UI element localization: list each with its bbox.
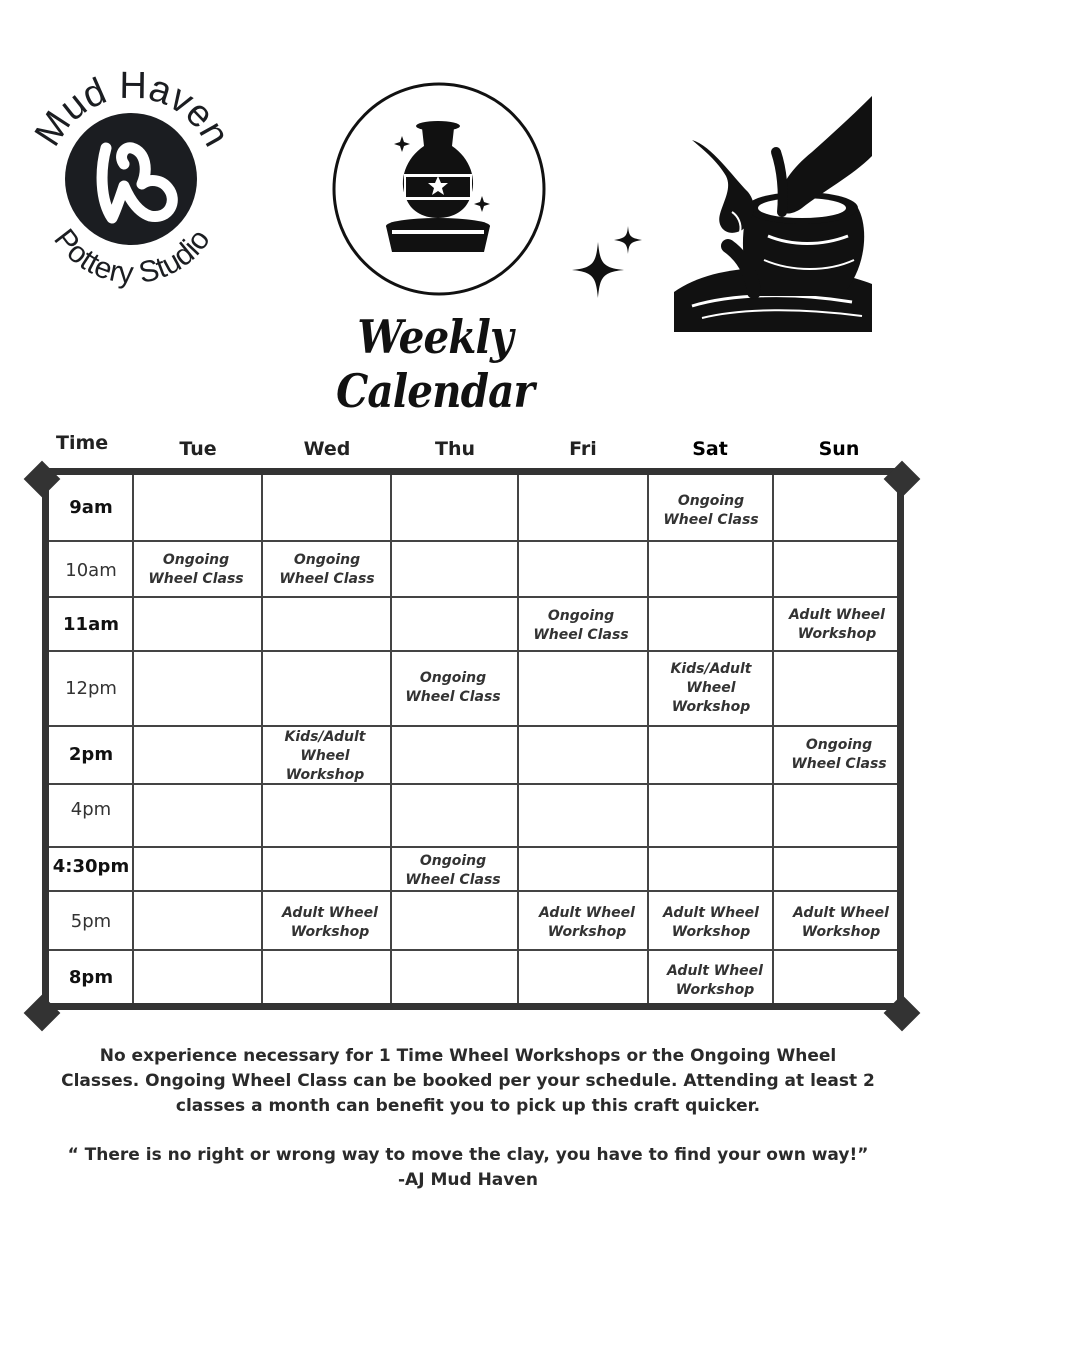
schedule-cell-fri-5pm: Adult Wheel Workshop: [539, 905, 635, 940]
schedule-cell-sat-9am: Ongoing Wheel Class: [663, 493, 759, 528]
row-divider: [49, 540, 897, 542]
schedule-cell-thu-430pm: Ongoing Wheel Class: [405, 853, 501, 888]
column-divider: [261, 475, 263, 1003]
studio-quote: [60, 1143, 876, 1193]
time-label: 11am: [63, 614, 119, 635]
schedule-cell-wed-5pm: Adult Wheel Workshop: [282, 905, 378, 940]
day-header-thu: Thu: [434, 438, 475, 460]
row-divider: [49, 650, 897, 652]
sparkle-icon: [568, 222, 650, 302]
column-divider: [132, 475, 134, 1003]
day-header-fri: Fri: [569, 438, 597, 460]
row-divider: [49, 846, 897, 848]
quote-text: “ There is no right or wrong way to move the clay, you have to find your own way!”: [67, 1145, 869, 1165]
time-label: 10am: [65, 560, 117, 581]
page-title: Weekly Calendar: [336, 310, 534, 418]
logo-graphic: [20, 60, 240, 290]
schedule-cell-sat-12pm: Kids/Adult Wheel Workshop: [670, 661, 752, 715]
time-column-header: Time: [56, 432, 109, 454]
schedule-cell-sat-5pm: Adult Wheel Workshop: [663, 905, 759, 940]
row-divider: [49, 596, 897, 598]
vase-badge-icon: [330, 80, 548, 298]
day-header-tue: Tue: [179, 438, 217, 460]
day-header-sun: Sun: [818, 438, 860, 460]
quote-attribution: -AJ Mud Haven: [398, 1170, 538, 1190]
time-label: 4:30pm: [52, 856, 130, 877]
time-label: 9am: [69, 497, 113, 518]
potter-hands-illustration: [672, 96, 874, 334]
row-divider: [49, 783, 897, 785]
time-label: 4pm: [70, 799, 112, 820]
schedule-cell-sun-2pm: Ongoing Wheel Class: [791, 737, 887, 772]
schedule-cell-tue-10am: Ongoing Wheel Class: [148, 552, 244, 587]
column-divider: [517, 475, 519, 1003]
studio-logo: [20, 60, 240, 290]
column-divider: [772, 475, 774, 1003]
row-divider: [49, 890, 897, 892]
schedule-cell-sun-5pm: Adult Wheel Workshop: [793, 905, 889, 940]
time-label: 2pm: [68, 744, 114, 765]
schedule-cell-fri-11am: Ongoing Wheel Class: [533, 608, 629, 643]
row-divider: [49, 725, 897, 727]
schedule-cell-sun-11am: Adult Wheel Workshop: [789, 607, 885, 642]
schedule-cell-wed-2pm: Kids/Adult Wheel Workshop: [284, 729, 366, 783]
brand-name-arc: Mud Haven: [26, 64, 238, 154]
schedule-cell-thu-12pm: Ongoing Wheel Class: [405, 670, 501, 705]
time-label: 8pm: [68, 967, 114, 988]
studio-note: No experience necessary for 1 Time Wheel Workshops or the Ongoing Wheel Classes. Ongoing Wheel Class can be booked per your schedule. Attending at least 2 classes a month can benefit you to pick up this craft quicker.: [61, 1046, 875, 1116]
day-header-sat: Sat: [692, 438, 728, 460]
time-label: 5pm: [70, 911, 112, 932]
brand-subtitle-arc: Pottery Studio: [47, 223, 217, 290]
row-divider: [49, 949, 897, 951]
column-divider: [647, 475, 649, 1003]
schedule-table: [42, 468, 904, 1010]
day-header-wed: Wed: [303, 438, 351, 460]
column-divider: [390, 475, 392, 1003]
schedule-cell-wed-10am: Ongoing Wheel Class: [279, 552, 375, 587]
time-label: 12pm: [65, 678, 117, 699]
schedule-cell-sat-8pm: Adult Wheel Workshop: [667, 963, 763, 998]
